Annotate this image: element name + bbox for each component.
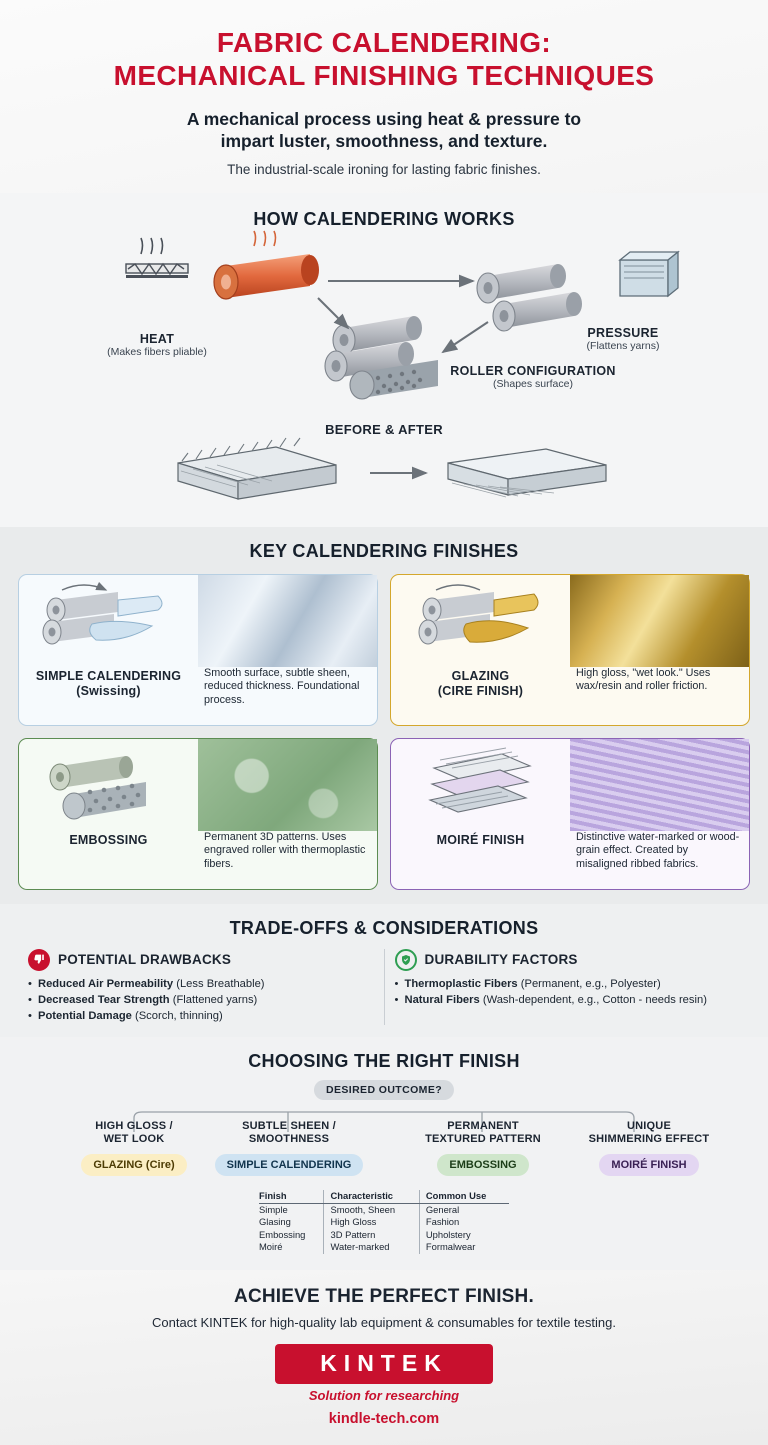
list-item [395,977,741,993]
simple-calendering-art [19,575,198,667]
roller-config-label: ROLLER CONFIGURATION [450,363,616,378]
card-top [19,575,377,667]
branch-label-line-2: TEXTURED PATTERN [425,1132,541,1145]
simple-calendering-swatch [198,575,377,667]
tradeoffs-columns [18,949,750,1025]
thumbs-down-icon [28,949,50,971]
cell-use: Fashion [419,1216,509,1228]
branch-label [566,1120,732,1146]
finish-comparison-table [259,1190,509,1254]
kintek-logo[interactable] [275,1344,493,1384]
simple-calendering-icon [34,578,184,664]
branch-label-line-1: UNIQUE [627,1119,671,1132]
item-bold: Decreased Tear Strength [38,993,170,1006]
drawbacks-heading: POTENTIAL DRAWBACKS [58,952,232,968]
drawbacks-list [28,977,374,1025]
durability-heading-row [395,949,741,971]
table-row [259,1241,509,1253]
pressure-label-block [558,326,688,352]
moire-icon [406,742,556,828]
card-top [19,739,377,831]
item-bold: Natural Fibers [404,993,480,1006]
tradeoffs-section-title: TRADE-OFFS & CONSIDERATIONS [229,917,539,938]
finishes-section-title: KEY CALENDERING FINISHES [249,540,519,561]
table-body [259,1203,509,1253]
hot-roller-icon [214,231,319,299]
choosing-section [0,1037,768,1270]
col-common-use: Common Use [419,1190,509,1204]
subtitle [30,108,738,153]
embossing-swatch [198,739,377,831]
card-title [19,667,198,699]
drawbacks-heading-row [28,949,374,971]
card-title-line-2: (CIRE FINISH) [437,683,524,698]
arrow-heat-to-config [318,298,348,328]
card-description: High gloss, "wet look." Uses wax/resin and roller friction. [576,666,711,693]
fabric-stack-icon [620,252,678,296]
how-diagram [18,236,750,426]
card-bottom [19,831,377,889]
branch-pill[interactable]: MOIRÉ FINISH [599,1154,698,1176]
card-title-line-1: SIMPLE CALENDERING [35,668,182,683]
col-characteristic: Characteristic [324,1190,419,1204]
tradeoffs-section [0,904,768,1037]
tagline: The industrial-scale ironing for lasting fabric finishes. [227,161,541,177]
card-title [19,831,198,848]
logo-tagline: Solution for researching [308,1387,460,1403]
branch-permanent-pattern[interactable] [400,1120,566,1176]
branch-label-line-2: SHIMMERING EFFECT [588,1132,710,1145]
desired-outcome-pill: DESIRED OUTCOME? [314,1080,454,1100]
branch-pill[interactable]: SIMPLE CALENDERING [215,1154,364,1176]
cta-title: ACHIEVE THE PERFECT FINISH. [234,1285,534,1307]
how-calendering-works-section [0,193,768,527]
cell-finish: Moiré [259,1241,283,1253]
glazing-icon [406,578,556,664]
durability-list [395,977,741,1009]
decision-tree [18,1080,750,1186]
arrow-pressure-to-config [443,322,488,352]
table-row [259,1203,509,1216]
branch-subtle-sheen[interactable] [208,1120,370,1176]
item-bold: Thermoplastic Fibers [404,977,518,990]
durability-column [384,949,751,1025]
card-title-line-1: GLAZING [451,668,510,683]
list-item [28,993,374,1009]
glazing-swatch [570,575,749,667]
pressure-label: PRESSURE [587,325,659,340]
table-row [259,1229,509,1241]
before-after-svg [18,437,750,515]
roller-configuration-icon [325,316,438,399]
card-title [391,831,570,848]
card-bottom [19,667,377,725]
choosing-section-title: CHOOSING THE RIGHT FINISH [248,1050,520,1071]
item-rest: (Less Breathable) [173,977,265,990]
item-rest: (Permanent, e.g., Polyester) [517,977,661,990]
title-line-1: FABRIC CALENDERING: [216,27,552,58]
subtitle-line-1: A mechanical process using heat & pressure to [186,109,582,130]
item-rest: (Flattened yarns) [169,993,258,1006]
card-title [391,667,570,699]
finish-card-glazing[interactable] [390,574,750,726]
table-header-row [259,1190,509,1204]
page-title [30,26,738,92]
card-description: Permanent 3D patterns. Uses engraved roller with thermoplastic fibers. [204,830,366,871]
item-rest: (Scorch, thinning) [131,1009,223,1022]
before-after-title: BEFORE & AFTER [325,421,443,437]
col-finish: Finish [259,1190,324,1204]
cell-use: Upholstery [419,1229,509,1241]
heat-label: HEAT [139,331,175,346]
cell-use: General [419,1203,509,1216]
finish-card-embossing[interactable] [18,738,378,890]
roller-config-sublabel: (Shapes surface) [493,377,573,390]
before-after-diagram [18,437,750,515]
cell-characteristic: Smooth, Sheen [324,1203,419,1216]
card-top [391,739,749,831]
branch-label [400,1120,566,1146]
durability-heading: DURABILITY FACTORS [424,952,578,968]
branch-high-gloss[interactable] [58,1120,210,1176]
header [0,0,768,193]
branch-shimmering[interactable] [566,1120,732,1176]
finish-card-simple-calendering[interactable] [18,574,378,726]
item-rest: (Wash-dependent, e.g., Cotton - needs resin) [479,993,707,1006]
list-item [395,993,741,1009]
card-bottom [391,831,749,889]
card-title-line-1: EMBOSSING [69,832,148,847]
pressure-sublabel: (Flattens yarns) [586,339,660,352]
drawbacks-column [18,949,384,1025]
cell-use: Formalwear [419,1241,509,1253]
cell-characteristic: High Gloss [324,1216,419,1228]
subtitle-line-2: impart luster, smoothness, and texture. [220,131,548,152]
cell-characteristic: 3D Pattern [324,1229,419,1241]
cell-finish: Embossing [259,1228,306,1240]
list-item [28,977,374,993]
cta-subtitle: Contact KINTEK for high-quality lab equipment & consumables for textile testing. [152,1314,616,1330]
cell-finish: Simple [259,1203,288,1215]
embossing-icon [34,742,184,828]
before-fabric-icon [178,438,336,499]
heat-label-block [94,332,220,358]
branch-label-line-2: SMOOTHNESS [248,1132,330,1145]
branch-label-line-1: PERMANENT [447,1119,519,1132]
branch-label-line-2: WET LOOK [103,1132,165,1145]
branch-label [208,1120,370,1146]
cell-characteristic: Water-marked [324,1241,419,1253]
item-bold: Potential Damage [38,1009,132,1022]
card-title-line-1: MOIRÉ FINISH [436,832,525,847]
moire-swatch [570,739,749,831]
cell-finish: Glasing [259,1216,291,1228]
list-item [28,1009,374,1025]
title-line-2: MECHANICAL FINISHING TECHNIQUES [113,60,655,92]
finish-cards-grid [18,574,750,890]
glazing-art [391,575,570,667]
card-top [391,575,749,667]
how-section-title: HOW CALENDERING WORKS [253,208,515,229]
branch-pill[interactable]: EMBOSSING [437,1154,528,1176]
comparison-table [259,1190,509,1254]
table-header [259,1190,509,1204]
pressure-rollers-icon [477,264,582,331]
branch-label-line-1: SUBTLE SHEEN / [242,1119,336,1132]
card-bottom [391,667,749,725]
logo-text: KINTEK [320,1350,448,1377]
moire-art [391,739,570,831]
roller-config-label-block [430,364,636,390]
item-bold: Reduced Air Permeability [38,977,174,990]
card-title-line-2: (Swissing) [76,683,141,698]
table-row [259,1216,509,1228]
card-description: Smooth surface, subtle sheen, reduced thickness. Foundational process. [204,666,360,707]
heat-icon [126,238,188,278]
branch-label-line-1: HIGH GLOSS / [95,1119,173,1132]
embossing-art [19,739,198,831]
footer-section [0,1270,768,1445]
after-fabric-icon [448,449,606,497]
website-link[interactable]: kindle-tech.com [328,1410,440,1427]
branch-label [58,1120,210,1146]
card-description: Distinctive water-marked or wood-grain effect. Created by misaligned ribbed fabrics. [576,830,740,871]
shield-check-icon [395,949,417,971]
branch-pill[interactable]: GLAZING (Cire) [81,1154,186,1176]
finish-card-moire[interactable] [390,738,750,890]
key-finishes-section [0,527,768,904]
heat-sublabel: (Makes fibers pliable) [107,345,207,358]
